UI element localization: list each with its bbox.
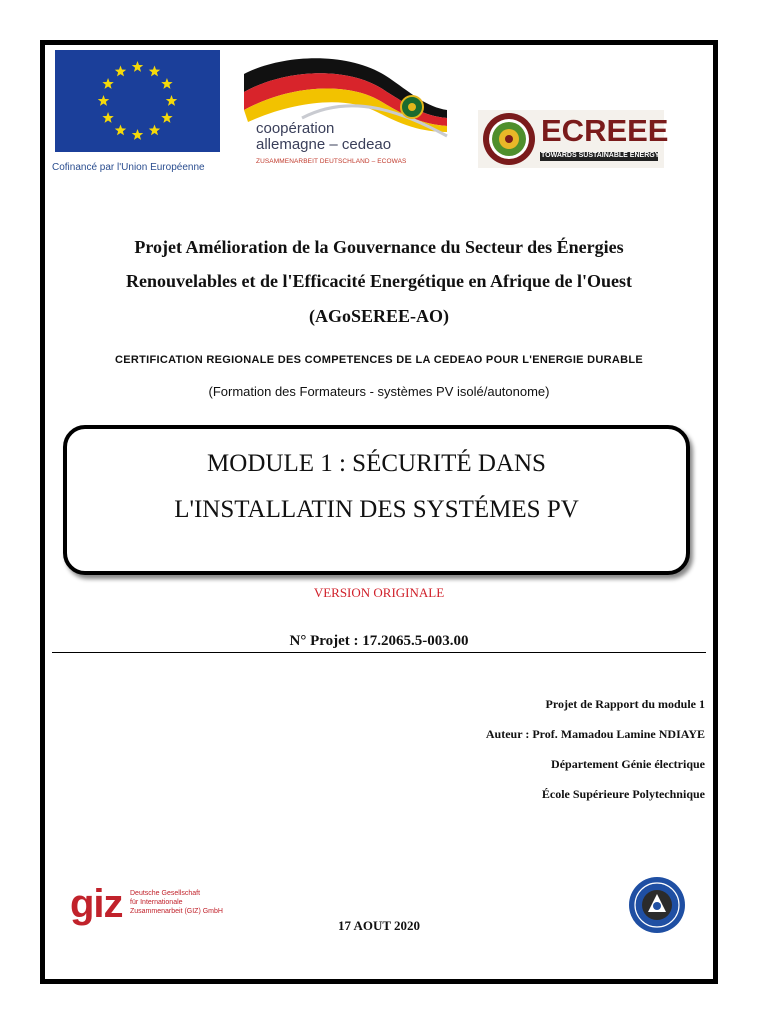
eu-star-icon: [115, 124, 126, 135]
german-flag-ribbon-logo: [242, 52, 452, 172]
ecreee-tagline: TOWARDS SUSTAINABLE ENERGY: [541, 152, 660, 159]
eu-star-icon: [149, 66, 160, 77]
eu-star-icon: [149, 124, 160, 135]
eu-star-icon: [161, 112, 172, 123]
eu-stars-icon: [55, 50, 220, 152]
formation-line: (Formation des Formateurs - systèmes PV isolé/autonome): [208, 384, 550, 399]
module-title-line-1: MODULE 1 : SÉCURITÉ DANS: [207, 450, 546, 477]
version-label: VERSION ORIGINALE: [313, 585, 445, 600]
coop-line1: coopération: [256, 120, 335, 137]
eu-star-icon: [161, 78, 172, 89]
eu-star-icon: [102, 112, 113, 123]
giz-sub-line-2: für Internationale: [130, 899, 183, 906]
eu-star-icon: [102, 78, 113, 89]
title-line-1: Projet Amélioration de la Gouvernance du Secteur des Énergies: [134, 237, 624, 257]
module-title-line-2: L'INSTALLATIN DES SYSTÉMES PV: [174, 496, 579, 523]
eu-star-icon: [166, 95, 177, 106]
divider: [52, 652, 706, 653]
eu-caption: Cofinancé par l'Union Européenne: [52, 162, 205, 173]
eu-star-icon: [115, 66, 126, 77]
ecreee-name: ECREEE: [541, 113, 669, 148]
document-date: 17 AOUT 2020: [337, 918, 421, 933]
university-seal-logo: [626, 876, 688, 934]
coop-line3: ZUSAMMENARBEIT DEUTSCHLAND – ECOWAS: [256, 158, 407, 165]
project-number: N° Projet : 17.2065.5-003.00: [289, 633, 469, 649]
author-line: Auteur : Prof. Mamadou Lamine NDIAYE: [485, 727, 705, 741]
coop-line2: allemagne – cedeao: [256, 136, 392, 153]
report-line: Projet de Rapport du module 1: [545, 697, 705, 711]
school-line: École Supérieure Polytechnique: [541, 787, 705, 801]
eu-star-icon: [132, 61, 143, 72]
giz-sub-line-3: Zusammenarbeit (GIZ) GmbH: [130, 908, 223, 915]
eu-star-icon: [98, 95, 109, 106]
eu-star-icon: [132, 129, 143, 140]
eu-flag-logo: [55, 50, 220, 152]
title-line-2: Renouvelables et de l'Efficacité Energétique en Afrique de l'Ouest: [126, 271, 632, 291]
giz-sub-line-1: Deutsche Gesellschaft: [130, 890, 201, 897]
giz-logo: giz: [70, 882, 123, 926]
certification-line: CERTIFICATION REGIONALE DES COMPETENCES DE LA CEDEAO POUR L'ENERGIE DURABLE: [114, 354, 644, 366]
title-line-3: (AGoSEREE-AO): [308, 306, 449, 326]
department-line: Département Génie électrique: [551, 757, 705, 771]
